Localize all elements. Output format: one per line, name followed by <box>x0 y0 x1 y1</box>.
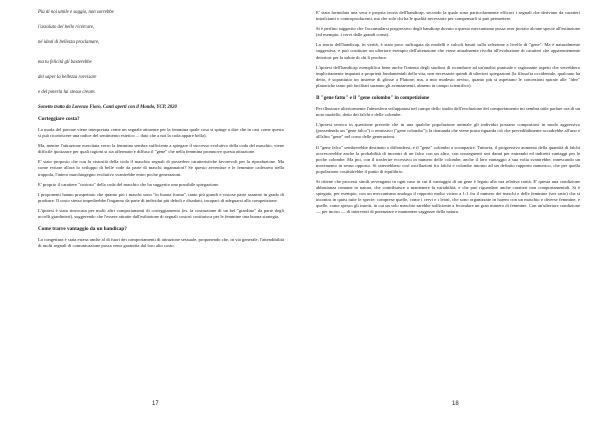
section-heading: Corteggiare costa? <box>38 116 80 122</box>
body-paragraph: L'ipotesi è stata rinvocata per molti altri comportamenti di corteggiamento (es. la costruzione di un bel "giardino" da parte degli uccelli giardinieri), suggerendo che l'essere attratte dall'esibizione di segnali costosi costituisca per le femmine una buona strategia. <box>38 207 284 220</box>
body-paragraph: E' stata formulata una vera e propria teoria dell'handicap, secondo la quale sono particolarmente efficaci i segnali che derivano da caratteri intralcianti o controproducenti, ma che solo chi ha le qualità necessarie per compensarli si può permettere. <box>316 10 580 22</box>
poem-line: né ideal di bellezza proclamare, <box>38 40 100 45</box>
body-paragraph: I proponenti hanno prospettato che quanto più i maschi sono "in buona forma", tanto più grandi e vistose parte saranno in grado di produrre. Il costo stesso impedirebbe l'inganno da parte di individui più deboli e disadatti, incapaci di adeguarsi alla competizione. <box>38 191 284 203</box>
right-page <box>300 0 600 424</box>
body-paragraph: L'ipotesi teorica in questione prevede che in una qualche popolazione animale gli individui possano comportarsi in modo aggressivo (possedendo un "gene falco") o remissivo ("gene colombo"); la domanda che viene posta riguarda ciò che prevedibilmente accadrebbe all'uno e all'altro "gene" nel corso delle generazioni. <box>316 122 580 140</box>
poem-line: del saper la bellezza ravvisare <box>38 75 97 80</box>
body-paragraph: Ma, mentre l'attrazione esercitata verso la femmina sembra sufficiente a spiegare il successo evolutivo della coda del maschio, viene difficile ipotizzare per quali ragioni si sia affermato e diffuso il "gene" che nella femmina promuove questa attrazione. <box>38 143 284 155</box>
poem-line: Più di noi umile e saggio, non sorrebbe <box>38 10 114 15</box>
body-paragraph: La congettura è stata estesa anche al di fuori dei comportamenti di attrazione sessuale, proponendo che, in via generale, l'attendibilità di molti segnali di comunicazione possa venir garantita dal loro alto costo. <box>38 237 284 249</box>
body-paragraph: Si ritiene che processi simili avvengano in ogni caso in cui il vantaggio di un gene è legato alla sua relativa rarità. E' questa una condizione abbastanza comune in natura, che contribuisce a mantenere la variabilità, e che può riguardare anche caratteri non comportamentali. Si è spiegato, per esempio, con un meccanismo analogo il rapporto molto vicino a 1:1 fra il numero dei maschi e delle femmine (sex ratio) che si incontra in quasi tutte le specie; comprese quelle, come i cervi e i leoni, che sono organizzate in harem con un maschio e diverse femmine, e quelle, come spesso gli insetti, in cui un solo maschio sarebbe sufficiente a fecondare un gran numero di femmine. Con un'ulteriore condizione — per inciso — di interventi di potenziare e mantenere saggezze della natura. <box>316 178 580 215</box>
poem-line: ma tu felicità gli basterebbe <box>38 60 92 65</box>
body-paragraph: E' stato proposto che con la vistosità della coda il maschio segnali di possedere caratteristiche favorevoli per la riproduzione. Ma come evitare allora lo sviluppo di belle code da parte di maschi ingannatori? Se questo avvenisse e le femmine cadessero nella trappola, l'intero marchingegno evolutivo svanirebbe entro poche generazioni. <box>38 159 284 177</box>
body-paragraph: Per illustrare ulteriormente l'atmosfera sviluppatasi nel campo dello studio dell'evoluzione del comportamento mi sembra utile parlare ora di un noto modello, detto dei falchi e delle colombe. <box>316 106 580 118</box>
section-heading: Il "gene fatto" e il "gene colombo" in competizione <box>316 95 430 102</box>
section-heading: Come trarre vantaggio da un handicap? <box>38 226 127 233</box>
body-paragraph: Si è perfino suggerito che l'accumularsi progressivo degli handicap dovuto a questo meccanismo possa aver portato alcune specie all'estinzione (ad esempio, i cervi dalle grandi corna). <box>316 26 580 38</box>
poem-line: l'assoluto del bello ricercare, <box>38 25 95 30</box>
body-paragraph: Il "gene falco" sembrerebbe destinato a diffondersi, e il "gene" colombo a scomparire. Tuttavia, il progressivo aumento della quantità di falchi accrescerebbe anche la probabilità di incontri di un falco con un altro, con conseguenti seri danni per entrambi ed indiretti vantaggi per le poche colombe. Ma poi, con il trasferire eccessivo in numero delle colombe, anche il loro vantaggio a sua volta svanirebbe, innescando un movimento in senso opposto. Si otterrebbero così oscillazioni fra falchi e colombe intorno ad un definito rapporto numerico, che per quella popolazione costituirebbe il punto di equilibrio. <box>316 144 580 174</box>
body-paragraph: L'ipotesi dell'handicap esemplifica bene anche l'intento degli studiosi di ricondurre ad un'analisi puntuale e ragionante aspetti che verrebbero implicitamente imputati a proprietà fondamentali della vita, non necessarie quindi di ulteriori spiegazioni (la filosofia occidentale, qualcuno ha detto, è soprattutto un insieme di glosse a Platone; ma, a mio modesto avviso, quanto più si aspettano le concezioni spirate alle "idee" platoniche tanto più facilitati saranno gli avanzamenti, almeno in campo scientifico). <box>316 64 580 88</box>
body-paragraph: La moda del pavone viene interpretata come un segnale attraente per la femmina quale cosa si spinge a dire che in casi come questo si può riconoscere una radice del sentimento estetico ... dato che a noi la coda appare bella). <box>38 127 284 139</box>
poem-source-caption: Sonetto tratto da Lorenzo Fioro, Canti aperti con il Mondo, YCP, 2020 <box>38 105 177 110</box>
poem-line: e del poterla lui stesso creare. <box>38 90 96 95</box>
page-number: 17 <box>152 401 159 407</box>
body-paragraph: E' proprio il carattere "costoso" della coda del maschio che ha suggerito una possibile spiegazione. <box>38 181 220 187</box>
body-paragraph: La teoria dell'handicap, in verità, è stata poco suffragata da modelli e calcoli basati sulla selezione a livello di "gene". Ma è naturalmente suggestiva, e può costituire un ulteriore esempio dell'attenzione che viene attualmente rivolta all'evoluzione di caratteri che apparentemente deteriori per la salute di chi li produce. <box>316 42 580 60</box>
page-number: 18 <box>452 401 459 407</box>
